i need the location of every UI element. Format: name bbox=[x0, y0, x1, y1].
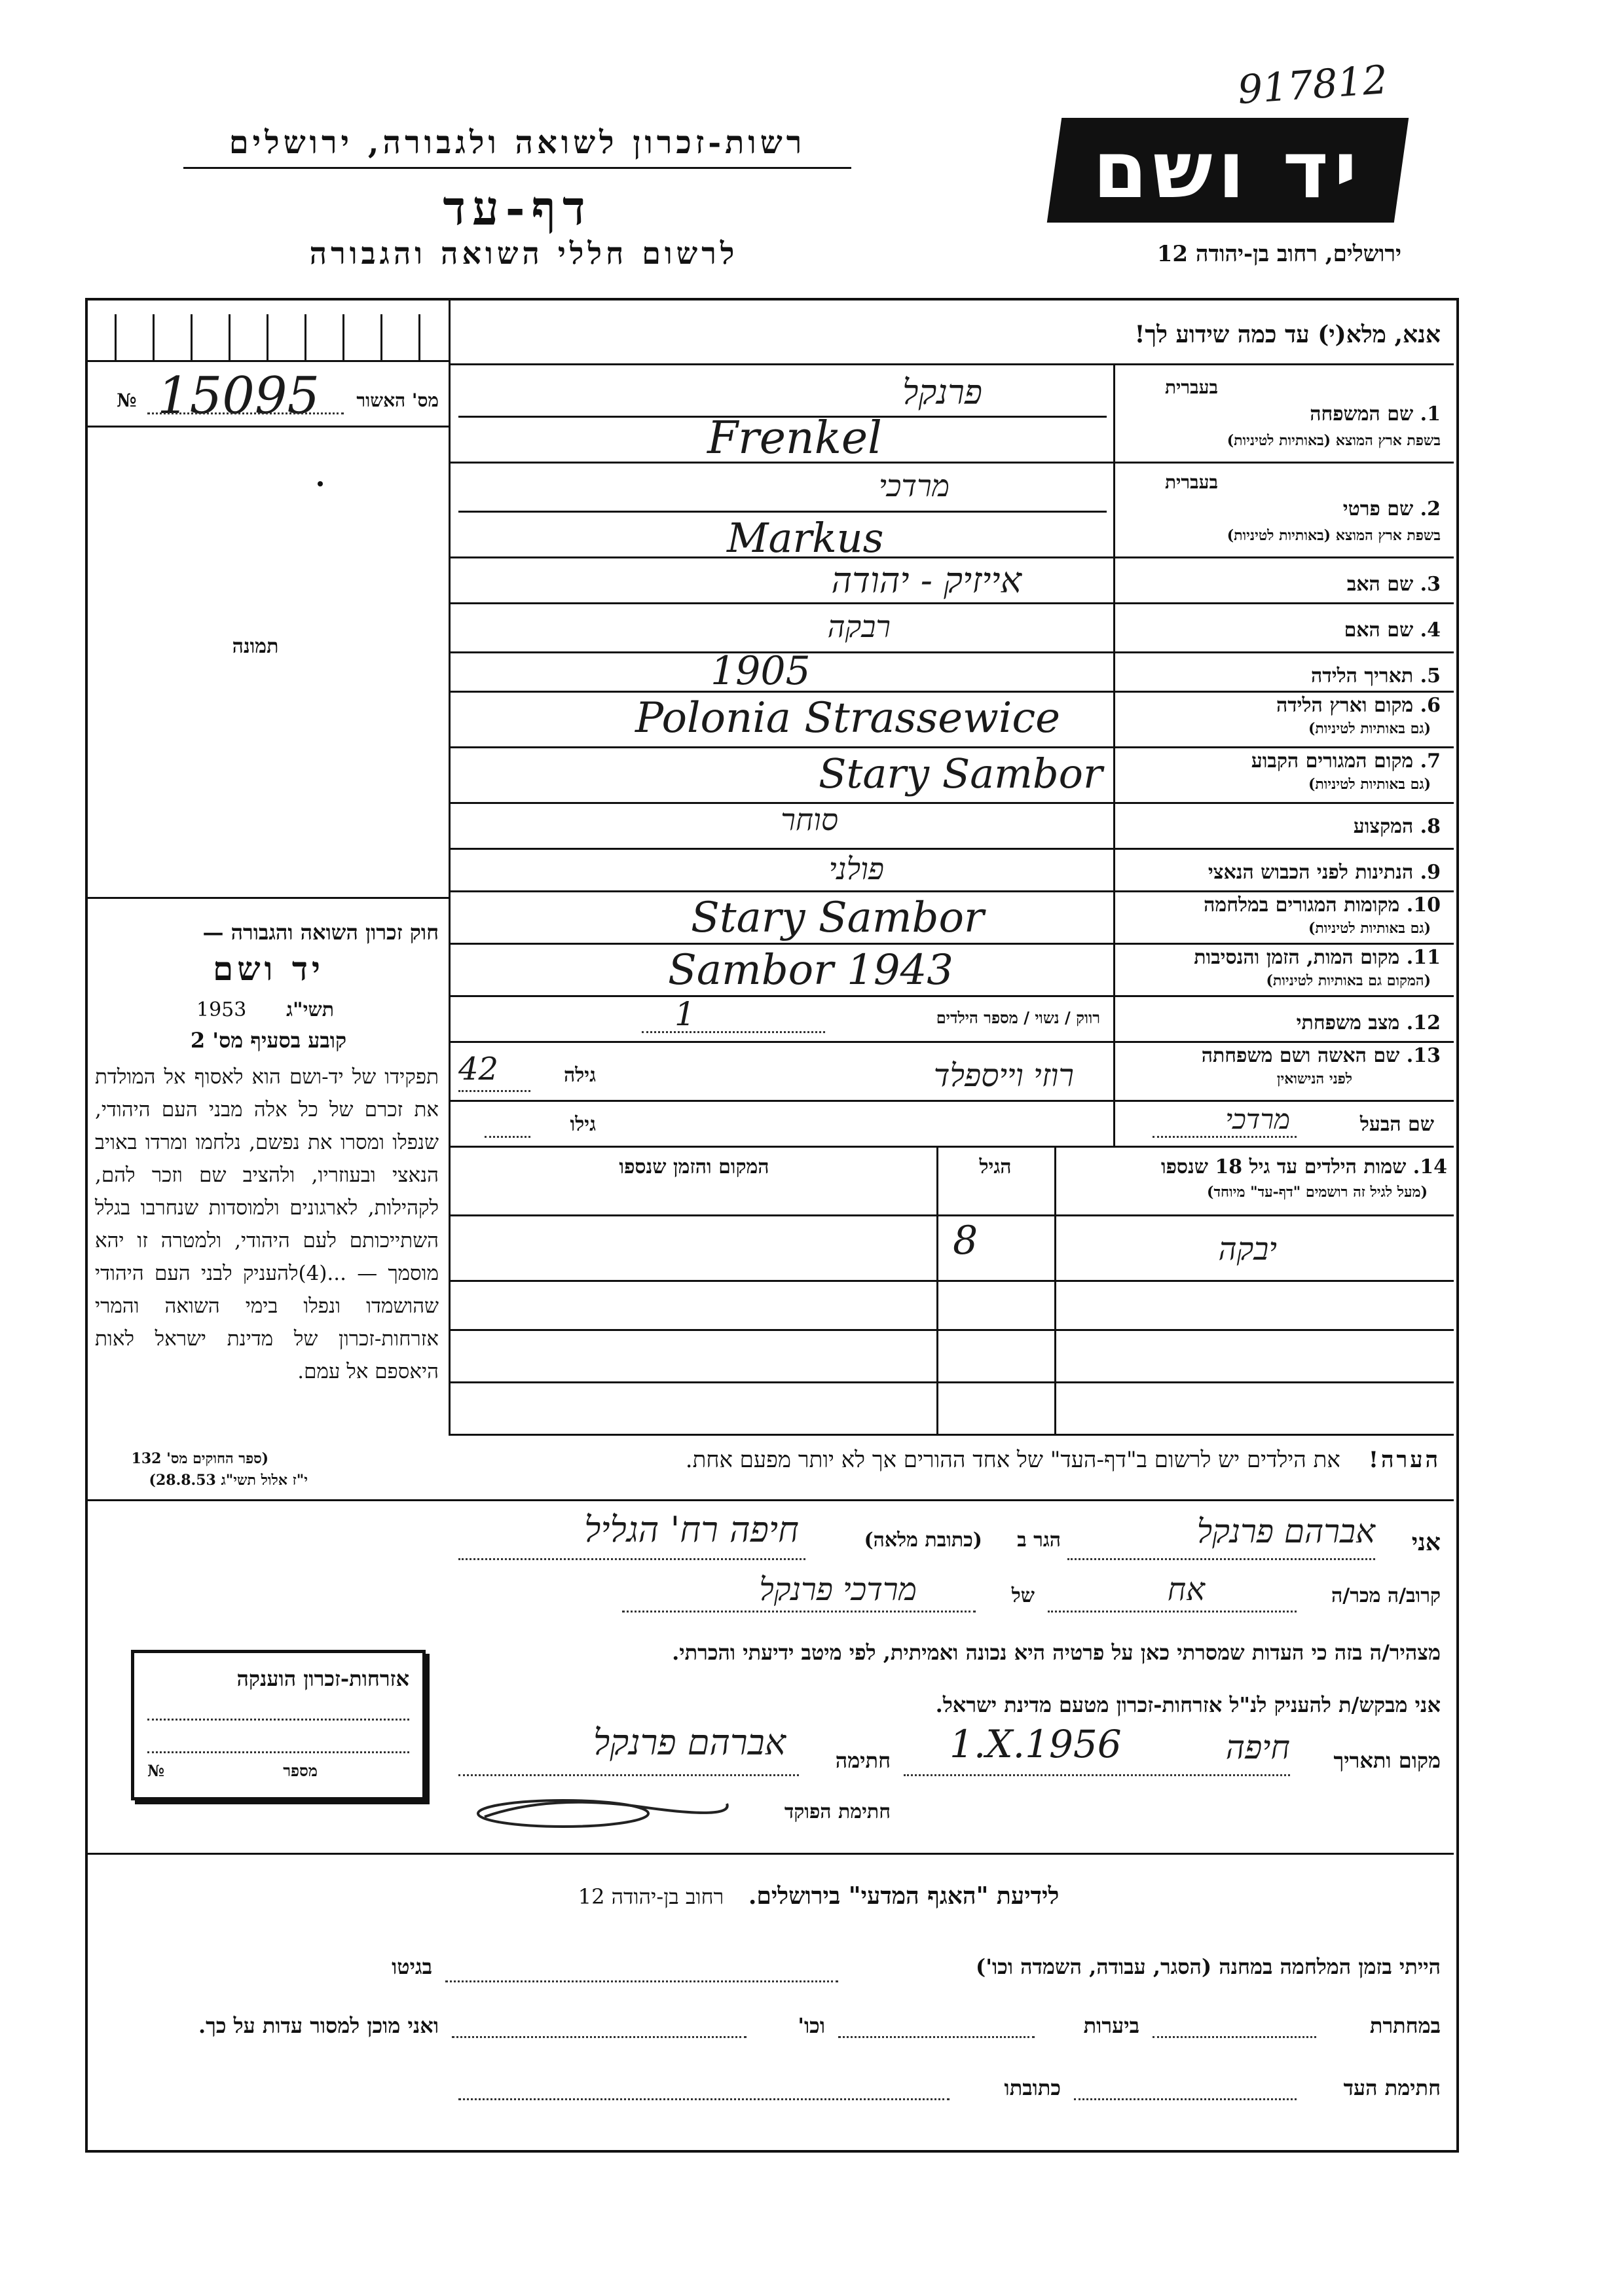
officer-signature bbox=[471, 1787, 733, 1833]
bottom-in-ghetto: בגיטו bbox=[392, 1954, 432, 1979]
field-11-sub: (המקום גם באותיות לטיניות) bbox=[1266, 972, 1431, 989]
form-subtitle: לרשום חללי השואה והגבורה bbox=[309, 236, 739, 271]
field-2-num: 2. bbox=[1420, 498, 1441, 520]
children-col-age: הגיל bbox=[979, 1156, 1012, 1178]
field-6-num: 6. bbox=[1420, 694, 1441, 717]
field-12-text: מצב משפחתי bbox=[1296, 1011, 1400, 1034]
field-7-sub: (גם באותיות לטיניות) bbox=[1308, 776, 1431, 793]
children-col-divider-1 bbox=[1054, 1146, 1056, 1434]
bottom-ready: ואני מוכן למסור עדות על כך. bbox=[198, 2013, 439, 2038]
citizenship-line-1 bbox=[147, 1719, 409, 1721]
children-col-place: המקום והזמן שנספו bbox=[619, 1156, 769, 1178]
row-9-line bbox=[449, 890, 1454, 892]
approval-line bbox=[85, 426, 449, 428]
field-8-text: המקצוע bbox=[1353, 815, 1414, 838]
field-13-text: שם האשה ושם משפחתה bbox=[1201, 1044, 1400, 1067]
field-13-age: 42 bbox=[458, 1051, 499, 1087]
field-3-value: אייזיק - יהודה bbox=[831, 560, 1022, 601]
field-3-text: שם האב bbox=[1346, 573, 1414, 596]
children-header-line bbox=[449, 1214, 1454, 1216]
photo-dot bbox=[318, 481, 323, 486]
field-2-lang: בעברית bbox=[1164, 471, 1218, 493]
archive-number: 917812 bbox=[1236, 57, 1390, 113]
children-table-bottom bbox=[449, 1434, 1454, 1436]
field-13-age-label: גילה bbox=[563, 1064, 596, 1087]
field-7-text: מקום המגורים הקבוע bbox=[1251, 750, 1414, 773]
children-col-divider-2 bbox=[936, 1146, 938, 1434]
field-8-num: 8. bbox=[1420, 815, 1441, 838]
decl-place-date-label: מקום ותאריך bbox=[1333, 1748, 1441, 1773]
row-13-line bbox=[449, 1100, 1454, 1102]
field-2-label bbox=[1126, 498, 1441, 520]
field-1-lang: בעברית bbox=[1164, 376, 1218, 398]
children-row-line-3 bbox=[449, 1381, 1454, 1383]
note-text: את הילדים יש לרשום ב"דף-העד" של אחד ההורים אך לא יותר מפעם אחת. bbox=[685, 1447, 1340, 1473]
law-year-hebrew: תשי"ג bbox=[286, 998, 334, 1021]
field-12-num: 12. bbox=[1406, 1011, 1441, 1034]
approval-no-sign: № bbox=[117, 390, 137, 411]
field-11-text: מקום המות, הזמן והנסיבות bbox=[1194, 946, 1400, 969]
decl-request: אני מבקש/ת להעניק לנ"ל אזרחות-זכרון מטעם מדינת ישראל. bbox=[935, 1692, 1441, 1717]
field-13-sub: לפני הנישואין bbox=[1276, 1070, 1352, 1087]
bottom-heading-address: רחוב בן-יהודה 12 bbox=[578, 1884, 724, 1909]
decl-place-date-line bbox=[904, 1774, 1290, 1776]
law-ref-1: (ספר החוקים מס' 132 bbox=[131, 1450, 268, 1467]
husband-line bbox=[1153, 1136, 1297, 1138]
bottom-line-1-fill bbox=[445, 1980, 838, 1982]
note bbox=[458, 1447, 1441, 1473]
field-11-label bbox=[1126, 946, 1441, 969]
bottom-underground: במחתרת bbox=[1369, 2013, 1441, 2038]
field-9-num: 9. bbox=[1420, 861, 1441, 884]
logo-text: יד ושם bbox=[1093, 124, 1363, 216]
child-1-age: 8 bbox=[953, 1218, 978, 1264]
field-5-text: תאריך הלידה bbox=[1311, 665, 1414, 687]
labels-column-divider bbox=[1113, 363, 1115, 1146]
field-1-label bbox=[1126, 403, 1441, 426]
form-title: דף-עד bbox=[443, 180, 592, 236]
tick-strip bbox=[115, 314, 422, 360]
citizenship-box bbox=[131, 1650, 426, 1800]
field-1-hebrew: פרנקל bbox=[902, 373, 982, 412]
row-6-line bbox=[449, 746, 1454, 748]
husband-age-label: גילו bbox=[570, 1113, 596, 1136]
field-12-value: 1 bbox=[674, 995, 695, 1033]
approval-number-line bbox=[147, 412, 344, 414]
field-1-text: שם המשפחה bbox=[1310, 403, 1414, 426]
field-6-text: מקום וארץ הלידה bbox=[1276, 694, 1414, 717]
bottom-witness-address-fill bbox=[458, 2098, 950, 2100]
row-10-line bbox=[449, 943, 1454, 945]
note-label: הערה! bbox=[1369, 1447, 1441, 1473]
row-4-line bbox=[449, 651, 1454, 653]
decl-address-label: (כתובת מלאה) bbox=[864, 1529, 982, 1552]
decl-of-name-line bbox=[622, 1611, 976, 1613]
field-1-num: 1. bbox=[1420, 403, 1441, 426]
children-row-line-1 bbox=[449, 1280, 1454, 1282]
row-8-line bbox=[449, 848, 1454, 850]
bottom-witness-sign: חתימת העד bbox=[1343, 2075, 1441, 2100]
bottom-heading-title: לידיעת "האגף המדעי" בירושלים. bbox=[748, 1882, 1060, 1910]
field-9-value: פולני bbox=[828, 851, 884, 886]
bottom-heading bbox=[458, 1882, 1179, 1910]
decl-ani: אני bbox=[1411, 1529, 1441, 1556]
lower-section-line bbox=[85, 1853, 1454, 1855]
field-12-label bbox=[1126, 1011, 1441, 1034]
field-8-value: סוחר bbox=[781, 802, 838, 837]
field-10-text: מקומות המגורים במלחמה bbox=[1204, 894, 1400, 917]
field-13-age-line bbox=[458, 1090, 530, 1092]
bottom-witness-address: כתובתו bbox=[1004, 2075, 1061, 2100]
field-9-text: הנתינות לפני הכבוש הנאצי bbox=[1208, 861, 1414, 884]
authority-title: רשות-זכרון לשואה ולגבורה, ירושלים bbox=[229, 124, 806, 161]
row-7-line bbox=[449, 802, 1454, 804]
field-5-label bbox=[1126, 665, 1441, 687]
citizenship-title: אזרחות-זכרון הוענקה bbox=[236, 1666, 409, 1691]
children-label bbox=[1061, 1156, 1447, 1178]
instruction: אנא, מלא(י) עד כמה שידוע לך! bbox=[1134, 321, 1441, 348]
decl-address-line bbox=[458, 1558, 805, 1560]
field-7-num: 7. bbox=[1420, 750, 1441, 773]
header-address: ירושלים, רחוב בן-יהודה 12 bbox=[1156, 241, 1401, 267]
approval-label: מס' האשור bbox=[356, 390, 439, 411]
field-3-num: 3. bbox=[1420, 573, 1441, 596]
field-7-label bbox=[1126, 750, 1441, 773]
decl-relation: אח bbox=[1167, 1571, 1205, 1608]
bottom-forests-fill bbox=[838, 2036, 1035, 2038]
field-11-value: Sambor 1943 bbox=[668, 946, 953, 994]
field-10-value: Stary Sambor bbox=[691, 894, 984, 942]
field-5-num: 5. bbox=[1420, 665, 1441, 687]
field-8-label bbox=[1126, 815, 1441, 838]
husband-value: מרדכי bbox=[1225, 1103, 1290, 1135]
field-3-label bbox=[1126, 573, 1441, 596]
children-text: שמות הילדים עד גיל 18 שנספו bbox=[1160, 1156, 1407, 1178]
decl-relation-line bbox=[1048, 1611, 1297, 1613]
law-ref-2: י"ז אלול תשי"ג 28.8.53) bbox=[149, 1472, 308, 1489]
law-name: יד ושם bbox=[213, 949, 324, 988]
children-num: 14. bbox=[1412, 1156, 1447, 1178]
field-1-sub: בשפת ארץ המוצא (באותיות לטיניות) bbox=[1227, 432, 1441, 449]
field-10-label bbox=[1126, 894, 1441, 917]
citizenship-line-2 bbox=[147, 1751, 409, 1753]
officer-signature-stroke bbox=[485, 1802, 728, 1817]
decl-address: חיפה רח' הגליל bbox=[584, 1509, 799, 1550]
field-4-label bbox=[1126, 619, 1441, 642]
photo-box-bottom bbox=[85, 897, 449, 899]
field-2-latin: Markus bbox=[727, 514, 884, 562]
field-12-line bbox=[642, 1031, 825, 1033]
decl-signature-line bbox=[458, 1774, 799, 1776]
field-2-hebrew-line bbox=[458, 511, 1107, 513]
field-10-num: 10. bbox=[1406, 894, 1441, 917]
row-3-line bbox=[449, 602, 1454, 604]
row-11-line bbox=[449, 995, 1454, 997]
decl-of-name: מרדכי פרנקל bbox=[759, 1571, 917, 1608]
row-husband-line bbox=[449, 1146, 1454, 1148]
decl-statement: מצהיר/ה בזה כי העדות שמסרתי כאן על פרטיה היא נכונה ואמיתית, לפי מיטב ידיעתי והכרתי. bbox=[672, 1640, 1441, 1665]
bottom-witness-sign-fill bbox=[1074, 2098, 1297, 2100]
bottom-underground-fill bbox=[1153, 2036, 1316, 2038]
decl-declarant: אברהם פרנקל bbox=[1196, 1512, 1375, 1550]
decl-place: חיפה bbox=[1225, 1728, 1290, 1766]
field-13-num: 13. bbox=[1406, 1044, 1441, 1067]
field-1-latin: Frenkel bbox=[707, 412, 882, 464]
field-11-num: 11. bbox=[1406, 946, 1441, 969]
decl-date: 1.X.1956 bbox=[950, 1722, 1122, 1766]
left-column-divider bbox=[449, 298, 451, 1434]
row-2-line bbox=[449, 556, 1454, 558]
children-sub: (מעל לגיל זה רושמים "דף-עד" מיוחד) bbox=[1207, 1184, 1428, 1201]
bottom-forests: ביערות bbox=[1083, 2013, 1139, 2038]
field-9-label bbox=[1126, 861, 1441, 884]
bottom-line-1: הייתי בזמן המלחמה במחנה (הסגר, עבודה, השמדה וכו') bbox=[976, 1954, 1441, 1979]
field-5-value: 1905 bbox=[710, 648, 811, 694]
photo-label: תמונה bbox=[232, 635, 279, 658]
decl-declarant-line bbox=[1067, 1558, 1375, 1560]
field-6-value: Polonia Strassewice bbox=[635, 694, 1061, 742]
row-1-line bbox=[449, 462, 1454, 464]
approval-number: 15095 bbox=[157, 367, 320, 426]
field-13-value: רוזי וייספלד bbox=[933, 1057, 1074, 1094]
decl-signature: אברהם פרנקל bbox=[593, 1722, 786, 1763]
field-2-text: שם פרטי bbox=[1342, 498, 1414, 520]
row-5-line bbox=[449, 691, 1454, 693]
field-2-hebrew: מרדכי bbox=[878, 468, 950, 503]
yad-vashem-logo bbox=[1047, 118, 1409, 223]
husband-label: שם הבעל bbox=[1359, 1113, 1434, 1136]
field-13-label bbox=[1126, 1044, 1441, 1067]
field-7-value: Stary Sambor bbox=[819, 750, 1103, 797]
law-year: 1953 bbox=[196, 998, 247, 1021]
decl-resides-label: הגר ב bbox=[1017, 1529, 1061, 1552]
law-text: תפקידו של יד-ושם הוא לאסוף אל המולדת את זכרם של כל אלה מבני העם היהודי, שנפלו ומסרו את נפשם, נלחמו ומרדו באויב הנאצי ובעוזריו, ולהציב שם וזכר להם, לקהילות, לארגונים ולמוסדות שנחרבו בגלל השתייכותם לעם היהודי, ולמטרה זו יהא מוסמך — ...(4)להעניק לבני העם היהודי שהושמדו ונפלו בימי השואה והמרי אזרחות-זכרון של מדינת ישראל לאות היאספם אל עמם. bbox=[95, 1065, 439, 1383]
instruction-line bbox=[449, 363, 1454, 365]
field-6-sub: (גם באותיות לטיניות) bbox=[1308, 720, 1431, 737]
citizenship-no-label: מספר bbox=[283, 1761, 318, 1780]
field-10-sub: (גם באותיות לטיניות) bbox=[1308, 920, 1431, 937]
law-clause: קובע בסעיף מס' 2 bbox=[190, 1028, 347, 1053]
field-2-sub: בשפת ארץ המוצא (באותיות לטיניות) bbox=[1227, 527, 1441, 544]
note-line bbox=[85, 1499, 1454, 1501]
bottom-etc-fill bbox=[452, 2036, 747, 2038]
citizenship-no-sign: № bbox=[147, 1761, 165, 1780]
field-6-label bbox=[1126, 694, 1441, 717]
field-4-value: רבקה bbox=[827, 609, 891, 644]
field-4-num: 4. bbox=[1420, 619, 1441, 642]
decl-of-label: של bbox=[1011, 1584, 1035, 1607]
bottom-etc: וכו' bbox=[798, 2013, 825, 2038]
husband-age-line bbox=[485, 1136, 530, 1138]
field-12-detail: רווק / נשוי / מספר הילדים bbox=[936, 1008, 1100, 1027]
row-12-line bbox=[449, 1041, 1454, 1043]
decl-relation-label: קרוב/ה מכר/ה bbox=[1331, 1584, 1441, 1607]
field-4-text: שם האם bbox=[1344, 619, 1414, 642]
tick-strip-line bbox=[85, 360, 449, 362]
child-1-name: יבקה bbox=[1218, 1231, 1277, 1267]
decl-signature-label: חתימה bbox=[835, 1748, 891, 1773]
decl-officer-label: חתימת הפוקד bbox=[784, 1800, 891, 1823]
children-row-line-2 bbox=[449, 1329, 1454, 1331]
header-underline bbox=[183, 167, 851, 169]
law-title: חוק זכרון השואה והגבורה — bbox=[202, 920, 439, 945]
